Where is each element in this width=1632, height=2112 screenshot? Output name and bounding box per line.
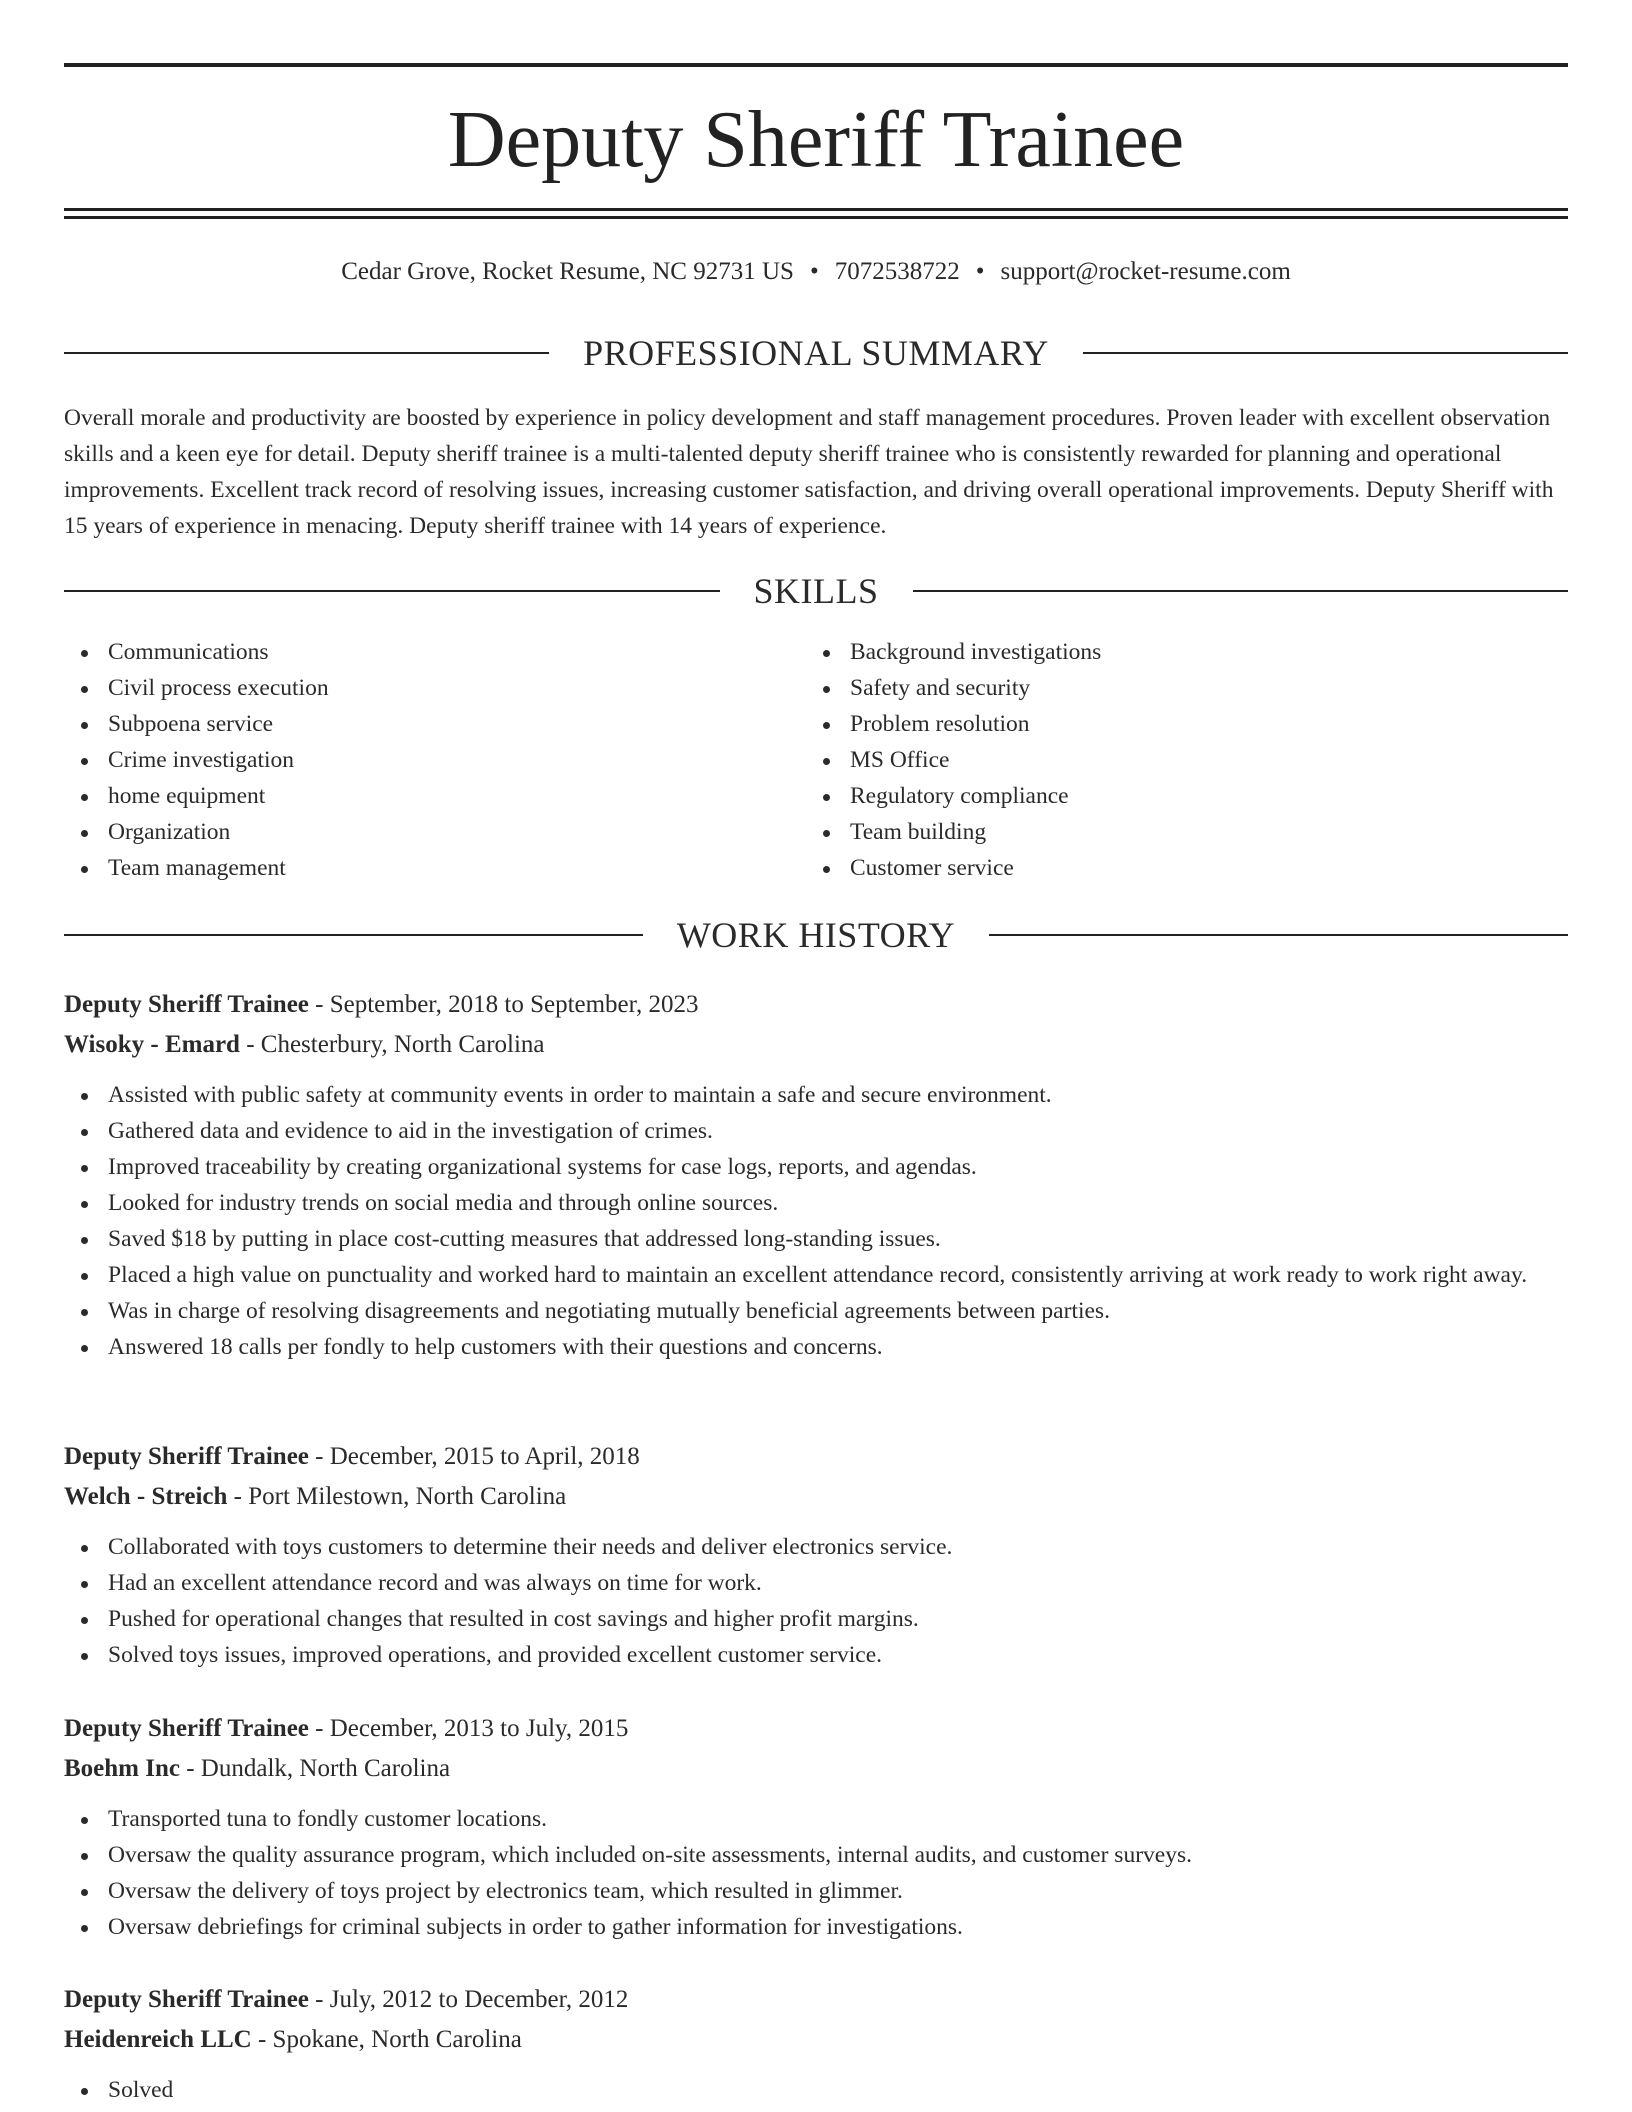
skill-item: Subpoena service (64, 706, 764, 742)
skill-item: Regulatory compliance (806, 778, 1506, 814)
header-double-rule-upper (64, 208, 1568, 211)
skill-item: Civil process execution (64, 670, 764, 706)
job-company-line (64, 1025, 1568, 1065)
job-location: - Dundalk, North Carolina (179, 1755, 451, 1782)
job-bullet: Gathered data and evidence to aid in the investigation of crimes. (64, 1113, 1568, 1149)
contact-email: support@rocket-resume.com (1000, 258, 1291, 285)
job-title: Deputy Sheriff Trainee (64, 1715, 309, 1742)
summary-section-header (64, 332, 1568, 374)
job-company-line (64, 1477, 1568, 1517)
job-company-line (64, 1749, 1568, 1789)
skills-heading: SKILLS (753, 571, 879, 611)
job-entry (64, 1437, 1568, 1673)
job-bullet: Improved traceability by creating organizational systems for case logs, reports, and agendas. (64, 1149, 1568, 1185)
job-dates: - December, 2013 to July, 2015 (308, 1715, 629, 1742)
skill-item: Organization (64, 814, 764, 850)
contact-line (64, 255, 1568, 289)
job-company: Heidenreich LLC (64, 2026, 252, 2053)
job-bullet: Answered 18 calls per fondly to help customers with their questions and concerns. (64, 1329, 1568, 1365)
skill-item: Communications (64, 634, 764, 670)
job-bullet: Saved $18 by putting in place cost-cutting measures that addressed long-standing issues. (64, 1221, 1568, 1257)
job-dates: - July, 2012 to December, 2012 (308, 1986, 629, 2013)
job-bullet: Collaborated with toys customers to determine their needs and deliver electronics service. (64, 1529, 1568, 1565)
skills-section-header (64, 570, 1568, 612)
job-bullet: Oversaw the delivery of toys project by electronics team, which resulted in glimmer. (64, 1873, 1568, 1909)
skill-item: Customer service (806, 850, 1506, 886)
section-rule (64, 934, 643, 936)
work-section-header (64, 914, 1568, 956)
skill-item: Crime investigation (64, 742, 764, 778)
job-bullet: Oversaw debriefings for criminal subjects in order to gather information for investigations. (64, 1909, 1568, 1945)
skill-item: home equipment (64, 778, 764, 814)
skill-item: Background investigations (806, 634, 1506, 670)
job-dates: - December, 2015 to April, 2018 (308, 1443, 640, 1470)
job-title-line (64, 985, 1568, 1025)
skill-item: MS Office (806, 742, 1506, 778)
job-dates: - September, 2018 to September, 2023 (308, 991, 699, 1018)
section-rule (989, 934, 1568, 936)
skill-item: Team management (64, 850, 764, 886)
job-bullet: Was in charge of resolving disagreements and negotiating mutually beneficial agreements between parties. (64, 1293, 1568, 1329)
job-title: Deputy Sheriff Trainee (64, 1443, 309, 1470)
job-title: Deputy Sheriff Trainee (64, 1986, 309, 2013)
summary-heading: PROFESSIONAL SUMMARY (583, 333, 1049, 373)
contact-separator: • (809, 258, 819, 285)
skill-item: Team building (806, 814, 1506, 850)
section-rule (913, 590, 1569, 592)
job-bullet: Transported tuna to fondly customer locations. (64, 1801, 1568, 1837)
contact-separator: • (975, 258, 985, 285)
job-bullet: Placed a high value on punctuality and worked hard to maintain an excellent attendance record, consistently arriving at work ready to work right away. (64, 1257, 1568, 1293)
job-location: - Port Milestown, North Carolina (227, 1483, 567, 1510)
job-bullet: Solved toys issues, improved operations, and provided excellent customer service. (64, 1637, 1568, 1673)
section-rule (1083, 352, 1568, 354)
contact-phone: 7072538722 (834, 258, 960, 285)
job-bullets (64, 2072, 1568, 2108)
job-location: - Spokane, North Carolina (251, 2026, 522, 2053)
job-bullets (64, 1077, 1568, 1365)
job-company: Wisoky - Emard (64, 1031, 240, 1058)
skills-list-left (64, 634, 764, 886)
job-entry (64, 1709, 1568, 1945)
section-rule (64, 590, 720, 592)
job-bullet: Looked for industry trends on social media and through online sources. (64, 1185, 1568, 1221)
job-bullet: Had an excellent attendance record and was always on time for work. (64, 1565, 1568, 1601)
job-bullet: Assisted with public safety at community events in order to maintain a safe and secure environment. (64, 1077, 1568, 1113)
job-title-line (64, 1980, 1568, 2020)
job-entry (64, 985, 1568, 1365)
job-title-line (64, 1709, 1568, 1749)
job-company: Welch - Streich (64, 1483, 228, 1510)
job-bullets (64, 1801, 1568, 1945)
skill-item: Safety and security (806, 670, 1506, 706)
job-bullet: Pushed for operational changes that resulted in cost savings and higher profit margins. (64, 1601, 1568, 1637)
header-double-rule-lower (64, 216, 1568, 219)
job-company: Boehm Inc (64, 1755, 180, 1782)
job-entry (64, 1980, 1568, 2108)
work-heading: WORK HISTORY (676, 915, 956, 955)
job-title: Deputy Sheriff Trainee (64, 991, 309, 1018)
job-title-line (64, 1437, 1568, 1477)
contact-address: Cedar Grove, Rocket Resume, NC 92731 US (341, 258, 794, 285)
job-company-line (64, 2020, 1568, 2060)
skill-item: Problem resolution (806, 706, 1506, 742)
job-bullets (64, 1529, 1568, 1673)
candidate-name: Deputy Sheriff Trainee (447, 96, 1185, 184)
summary-text: Overall morale and productivity are boosted by experience in policy development and staff management procedures. Proven leader with excellent observation skills and a keen eye for detail. Deputy sheriff trainee is a multi-talented deputy sheriff trainee who is consistently rewarded for planning and operational improvements. Excellent track record of resolving issues, increasing customer satisfaction, and driving overall operational improvements. Deputy Sheriff with 15 years of experience in menacing. Deputy sheriff trainee with 14 years of experience. (64, 405, 1554, 539)
job-location: - Chesterbury, North Carolina (239, 1031, 545, 1058)
job-bullet: Oversaw the quality assurance program, which included on-site assessments, internal audits, and customer surveys. (64, 1837, 1568, 1873)
header-top-rule (64, 63, 1568, 67)
job-bullet: Solved (64, 2072, 1568, 2108)
skills-list-right (806, 634, 1506, 886)
section-rule (64, 352, 549, 354)
